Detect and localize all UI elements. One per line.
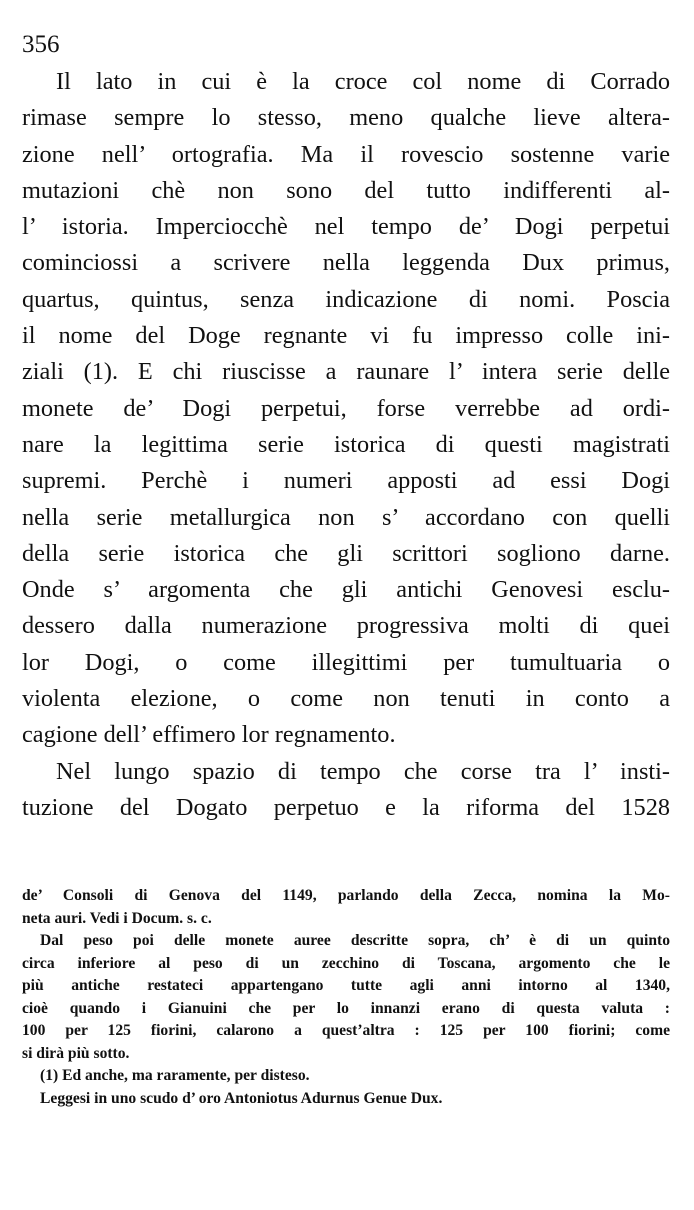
text-line: cagione dell’ effimero lor regnamento.	[22, 721, 396, 749]
footnote-line: cioè quando i Gianuini che per lo innanzi erano di questa valuta :	[22, 999, 670, 1017]
text-line: monete de’ Dogi perpetui, forse verrebbe ad ordi-	[22, 394, 670, 422]
footnote-line: Dal peso poi delle monete auree descritte sopra, ch’ è di un quinto	[40, 932, 670, 949]
text-line: cominciossi a scrivere nella leggenda Dux primus,	[22, 249, 670, 277]
text-line: ziali (1). E chi riuscisse a raunare l’ intera serie delle	[22, 358, 670, 386]
text-line: Nel lungo spazio di tempo che corse tra l’ insti-	[56, 757, 670, 785]
page-number: 356	[22, 31, 60, 58]
text-line: il nome del Doge regnante vi fu impresso colle ini-	[22, 322, 670, 350]
footnote-line: neta auri. Vedi i Docum. s. c.	[22, 909, 212, 927]
text-line: nella serie metallurgica non s’ accordano con quelli	[22, 503, 670, 531]
footnote-line: si dirà più sotto.	[22, 1044, 130, 1062]
footnote-line: 100 per 125 fiorini, calarono a quest’altra : 125 per 100 fiorini; come	[22, 1022, 670, 1039]
text-line: l’ istoria. Imperciocchè nel tempo de’ Dogi perpetui	[22, 213, 670, 241]
footnote-line: più antiche restateci appartengano tutte agli anni intorno al 1340,	[22, 977, 670, 994]
text-line: dessero dalla numerazione progressiva molti di quei	[22, 612, 670, 640]
main-text-block	[22, 64, 670, 826]
text-line: nare la legittima serie istorica di questi magistrati	[22, 430, 670, 458]
footnote-line: circa inferiore al peso di un zecchino di Toscana, argomento che le	[22, 954, 670, 972]
footnotes-block	[22, 885, 670, 1110]
text-line: lor Dogi, o come illegittimi per tumultuaria o	[22, 648, 670, 676]
footnote-line: de’ Consoli di Genova del 1149, parlando della Zecca, nomina la Mo-	[22, 887, 670, 904]
text-line: quartus, quintus, senza indicazione di nomi. Poscia	[22, 285, 670, 313]
text-line: Il lato in cui è la croce col nome di Corrado	[56, 68, 670, 95]
text-line: tuzione del Dogato perpetuo e la riforma del 1528	[22, 793, 670, 821]
text-line: supremi. Perchè i numeri apposti ad essi Dogi	[22, 467, 670, 495]
text-line: della serie istorica che gli scrittori sogliono darne.	[22, 539, 670, 567]
text-line: mutazioni chè non sono del tutto indifferenti al-	[22, 176, 670, 204]
text-line: violenta elezione, o come non tenuti in conto a	[22, 685, 670, 713]
text-line: zione nell’ ortografia. Ma il rovescio sostenne varie	[22, 140, 670, 168]
text-line: Onde s’ argomenta che gli antichi Genovesi esclu-	[22, 576, 670, 604]
text-line: rimase sempre lo stesso, meno qualche lieve altera-	[22, 104, 670, 132]
footnote-line: Leggesi in uno scudo d’ oro Antoniotus Adurnus Genue Dux.	[40, 1089, 443, 1107]
footnote-line: (1) Ed anche, ma raramente, per disteso.	[40, 1067, 310, 1084]
